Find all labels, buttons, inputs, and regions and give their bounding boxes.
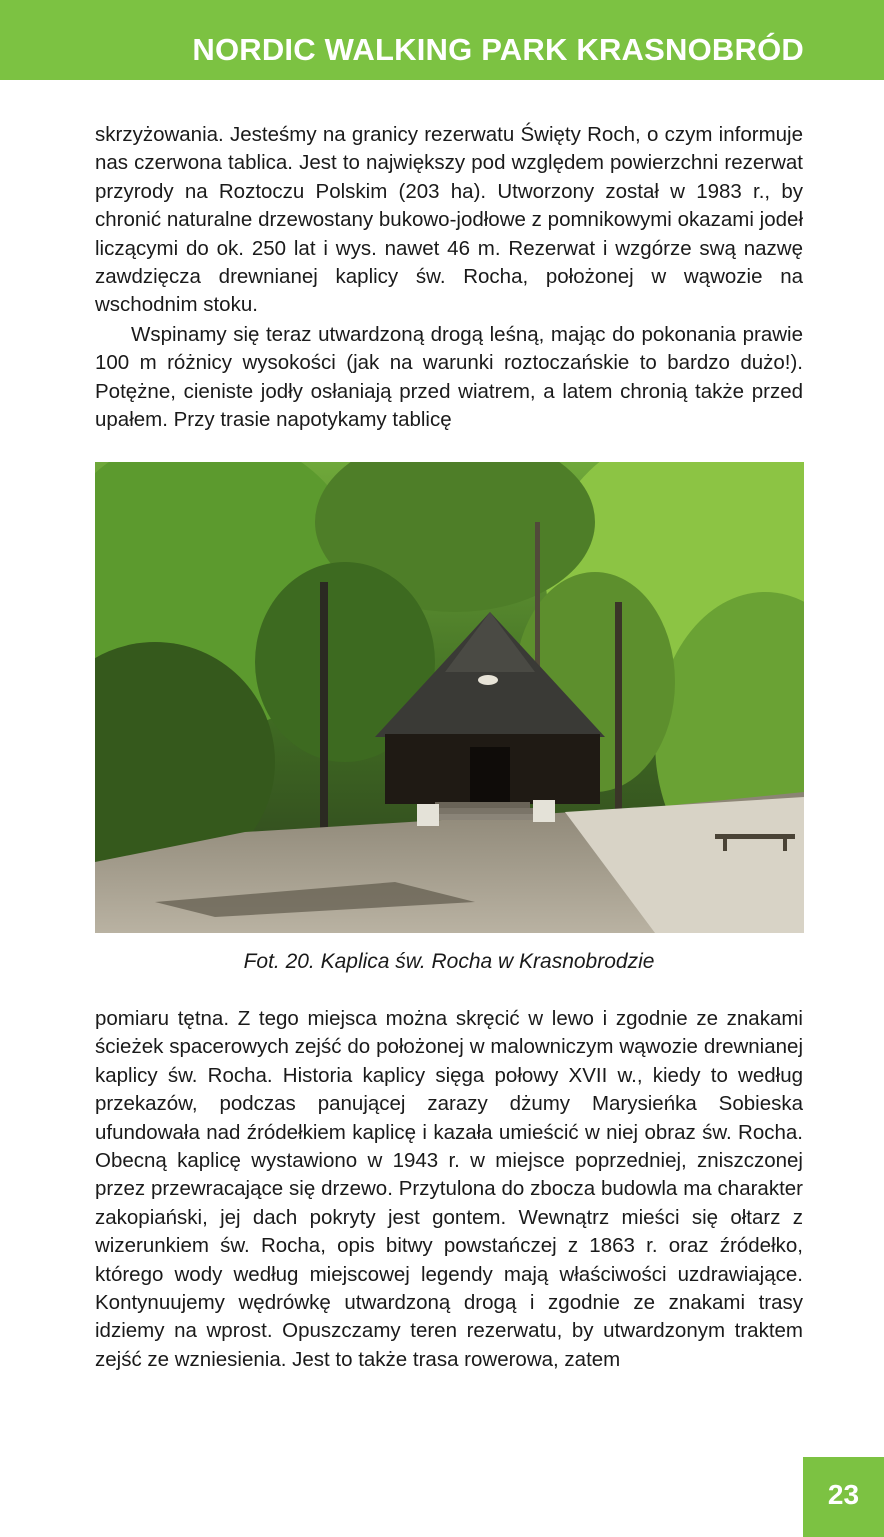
paragraph-1: skrzyżowania. Jesteśmy na granicy rezerwatu Święty Roch, o czym informuje nas czerwona tablica. Jest to największy pod względem powierzchni rezerwat przyrody na Roztoczu Polskim (203 ha). Utworzony został w 1983 r., by chronić naturalne drzewostany bukowo-jodłowe z pomnikowymi okazami jodeł liczącymi do ok. 250 lat i wys. nawet 46 m. Rezerwat i wzgórze swą nazwę zawdzięcza drewnianej kaplicy św. Rocha, położonej w wąwozie na wschodnim stoku. xyxy=(95,123,803,317)
page-number: 23 xyxy=(827,1479,860,1510)
page-header xyxy=(0,0,884,80)
photo-caption: Fot. 20. Kaplica św. Rocha w Krasnobrodzie xyxy=(243,950,655,973)
paragraph-2: Wspinamy się teraz utwardzoną drogą leśną, mając do pokonania prawie 100 m różnicy wysokości (jak na warunki roztoczańskie to bardzo dużo!). Potężne, cieniste jodły osłaniają przed wiatrem, a latem chronią także przed upałem. Przy trasie napotykamy tablicę xyxy=(95,323,803,432)
header-title: NORDIC WALKING PARK KRASNOBRÓD xyxy=(192,32,804,67)
chapel-photo xyxy=(95,462,804,933)
page-number-box xyxy=(803,1457,884,1537)
paragraph-3: pomiaru tętna. Z tego miejsca można skręcić w lewo i zgodnie ze znakami ścieżek spacerowych zejść do położonej w malowniczym wąwozie drewnianej kaplicy św. Rocha. Historia kaplicy sięga połowy XVII w., kiedy to według przekazów, podczas panującej zarazy dżumy Marysieńka Sobieska ufundowała nad źródełkiem kaplicę i kazała umieścić w niej obraz św. Rocha. Obecną kaplicę wystawiono w 1943 r. w miejsce poprzedniej, zniszczonej przez przewracające się drzewo. Przytulona do zbocza budowla ma charakter zakopiański, jej dach pokryty jest gontem. Wewnątrz mieści się ołtarz z wizerunkiem św. Rocha, opis bitwy powstańczej z 1863 r. oraz źródełko, którego wody według miejscowej legendy mają właściwości uzdrawiające. Kontynuujemy wędrówkę utwardzoną drogą i zgodnie ze znakami trasy idziemy na wprost. Opuszczamy teren rezerwatu, by utwardzonym traktem zejść ze wzniesienia. Jest to także trasa rowerowa, zatem xyxy=(95,1007,803,1371)
